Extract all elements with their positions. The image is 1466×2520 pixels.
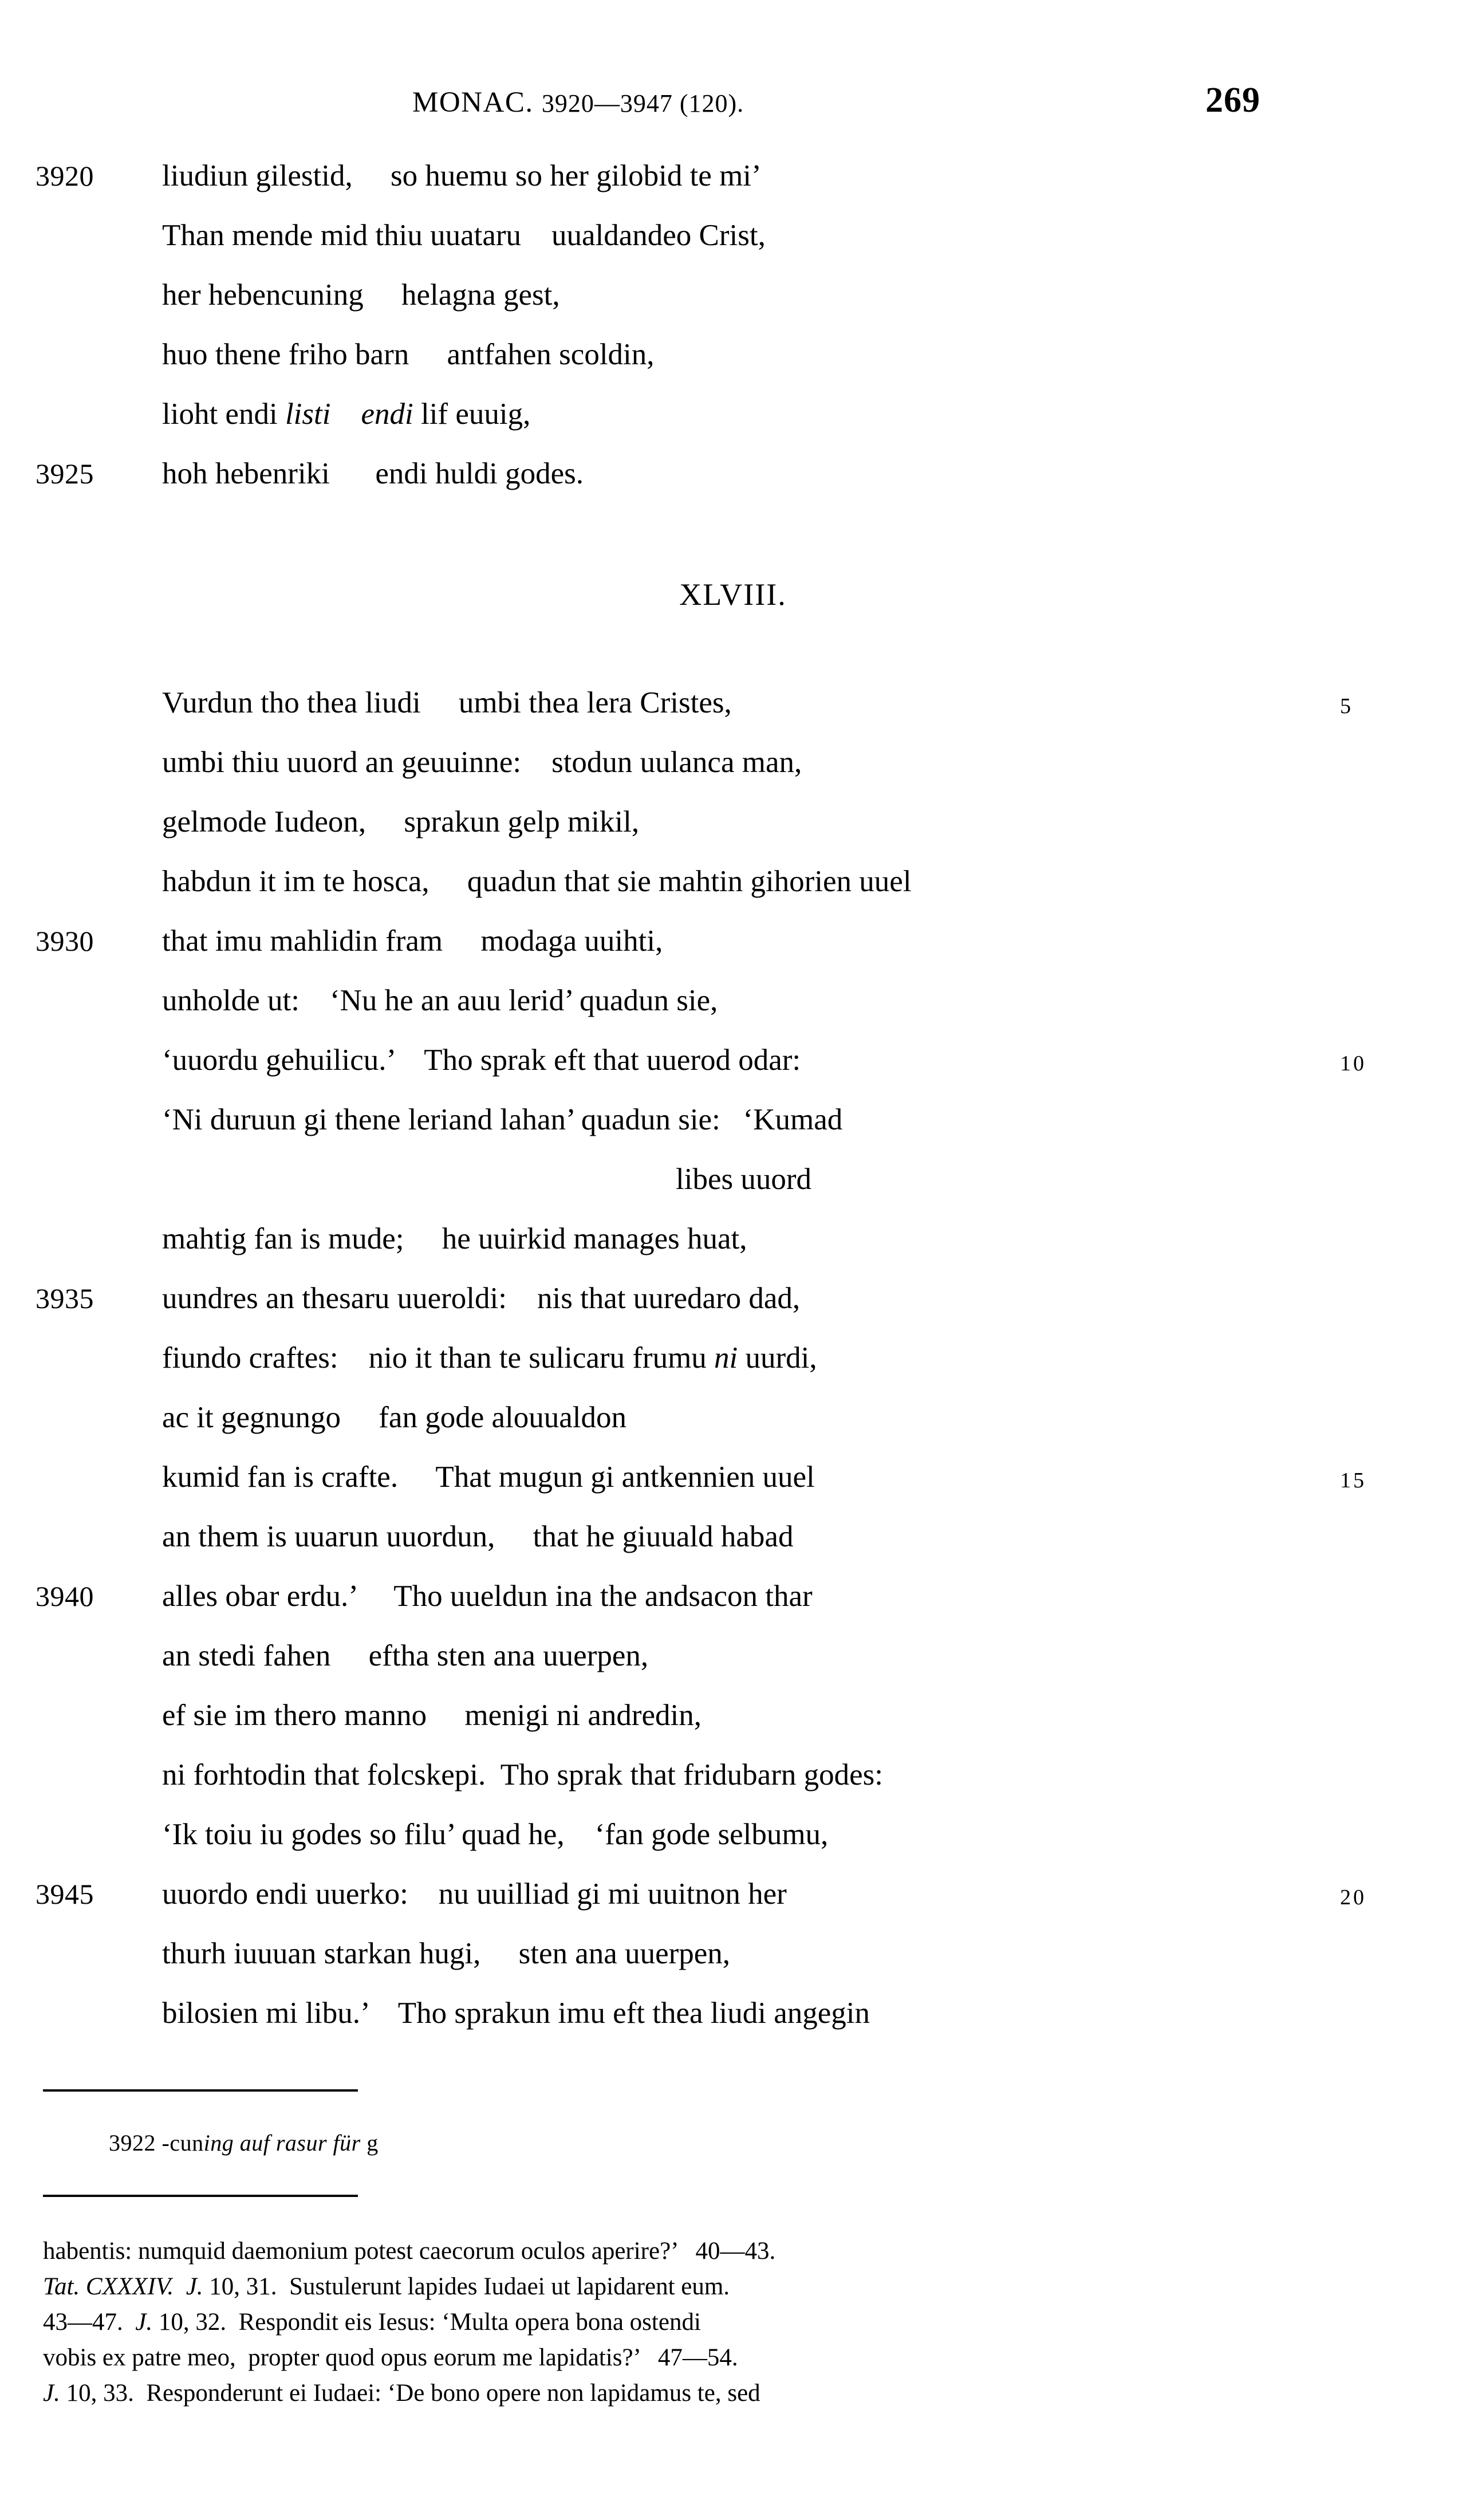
apparatus-line	[43, 2305, 1377, 2340]
apparatus-text: habentis: numquid daemonium potest caecorum oculos aperire?’ 40—43.	[43, 2238, 776, 2265]
verse-text: ac it gegnungo fan gode alouualdon	[162, 1401, 626, 1434]
apparatus-text: 10, 31. Sustulerunt lapides Iudaei ut lapidarent eum.	[203, 2273, 730, 2300]
verse-text: alles obar erdu.’ Tho uueldun ina the andsacon thar	[162, 1580, 813, 1613]
apparatus-block	[43, 2234, 1377, 2411]
verse-text: unholde ut: ‘Nu he an auu lerid’ quadun sie,	[162, 984, 718, 1017]
verse-block-first	[0, 146, 1466, 503]
footnote-line	[109, 2129, 379, 2156]
verse-line	[0, 1447, 1466, 1507]
apparatus-text	[174, 2273, 186, 2300]
verse-text: bilosien mi libu.’ Tho sprakun imu eft thea liudi angegin	[162, 1997, 870, 2030]
verse-line	[0, 1269, 1466, 1328]
verse-text: her hebencuning helagna gest,	[162, 278, 560, 312]
verse-text: thurh iuuuan starkan hugi, sten ana uuerpen,	[162, 1937, 731, 1970]
margin-line-number: 10	[1340, 1052, 1366, 1076]
verse-text: ‘Ni duruun gi thene leriand lahan’ quadun sie: ‘Kumad	[162, 1103, 843, 1136]
running-head-work: MONAC.	[412, 86, 534, 119]
verse-line	[0, 971, 1466, 1030]
verse-emphasis: ni	[714, 1341, 738, 1375]
verse-text: kumid fan is crafte. That mugun gi antkennien uuel	[162, 1460, 815, 1494]
verse-line	[0, 1566, 1466, 1626]
verse-text: habdun it im te hosca, quadun that sie mahtin gihorien uuel	[162, 865, 912, 898]
verse-line	[0, 444, 1466, 503]
running-head-title	[412, 86, 744, 119]
verse-text: Than mende mid thiu uuataru uualdandeo Crist,	[162, 219, 766, 252]
verse-text: hoh hebenriki endi huldi godes.	[162, 457, 584, 490]
verse-line	[0, 1388, 1466, 1447]
apparatus-text: 10, 32. Respondit eis Iesus: ‘Multa opera bona ostendi	[152, 2309, 701, 2336]
verse-text: Vurdun tho thea liudi umbi thea lera Cristes,	[162, 686, 732, 719]
verse-line	[0, 1209, 1466, 1269]
verse-line	[0, 852, 1466, 911]
verse-line	[0, 325, 1466, 384]
apparatus-citation: J.	[135, 2309, 153, 2336]
verse-text: mahtig fan is mude; he uuirkid manages huat,	[162, 1222, 747, 1255]
apparatus-line	[43, 2234, 1377, 2269]
verse-text: liudiun gilestid, so huemu so her gilobid te mi’	[162, 159, 762, 192]
verse-line	[0, 1745, 1466, 1805]
verse-text: an them is uuarun uuordun, that he giuuald habad	[162, 1520, 794, 1553]
verse-text: an stedi fahen eftha sten ana uuerpen,	[162, 1639, 649, 1672]
section-heading: XLVIII.	[679, 577, 787, 612]
footnote-note-tail: g	[366, 2130, 379, 2156]
verse-line-number: 3940	[36, 1580, 94, 1612]
verse-text: ‘Ik toiu iu godes so filu’ quad he, ‘fan gode selbumu,	[162, 1818, 829, 1851]
margin-line-number: 5	[1340, 694, 1353, 718]
verse-text: libes uuord	[676, 1163, 811, 1196]
apparatus-text: 43—47.	[43, 2309, 136, 2336]
verse-line	[0, 1864, 1466, 1924]
apparatus-line	[43, 2340, 1377, 2376]
verse-line-number: 3920	[36, 160, 94, 192]
verse-emphasis: endi	[361, 397, 413, 431]
verse-line	[0, 1805, 1466, 1864]
verse-text: uundres an thesaru uueroldi: nis that uuredaro dad,	[162, 1282, 801, 1315]
apparatus-line	[43, 2376, 1377, 2411]
verse-line	[0, 1090, 1466, 1149]
apparatus-citation: J.	[43, 2380, 60, 2407]
verse-text: fiundo craftes: nio it than te sulicaru frumu ni uurdi,	[162, 1341, 817, 1375]
verse-block-second	[0, 673, 1466, 2043]
verse-line-number: 3935	[36, 1282, 94, 1314]
apparatus-line	[43, 2269, 1377, 2305]
verse-line-number: 3925	[36, 458, 94, 490]
margin-line-number: 20	[1340, 1885, 1366, 1909]
verse-line	[0, 384, 1466, 444]
verse-text: that imu mahlidin fram modaga uuihti,	[162, 924, 663, 958]
footnote-lineref: 3922	[109, 2130, 156, 2156]
verse-line	[0, 1686, 1466, 1745]
verse-text: huo thene friho barn antfahen scoldin,	[162, 338, 655, 371]
running-head-range: 3920—3947 (120).	[541, 89, 744, 117]
verse-line	[0, 146, 1466, 206]
apparatus-text: 10, 33. Responderunt ei Iudaei: ‘De bono opere non lapidamus te, sed	[60, 2380, 760, 2407]
verse-line	[0, 792, 1466, 852]
apparatus-text: vobis ex patre meo, propter quod opus eorum me lapidatis?’ 47—54.	[43, 2344, 738, 2371]
verse-text: umbi thiu uuord an geuuinne: stodun uulanca man,	[162, 746, 802, 779]
apparatus-citation: Tat. CXXXIV.	[43, 2273, 174, 2300]
verse-line	[0, 1030, 1466, 1090]
verse-text: ni forhtodin that folcskepi. Tho sprak that fridubarn godes:	[162, 1758, 883, 1791]
verse-line	[0, 1983, 1466, 2043]
footnote-note: auf rasur für	[234, 2130, 367, 2156]
verse-line	[0, 673, 1466, 733]
verse-line	[0, 206, 1466, 265]
verse-line	[0, 1924, 1466, 1983]
verse-line-number: 3930	[36, 925, 94, 957]
verse-line	[0, 1328, 1466, 1388]
verse-text: uuordo endi uuerko: nu uuilliad gi mi uuitnon her	[162, 1877, 787, 1911]
verse-text: gelmode Iudeon, sprakun gelp mikil,	[162, 805, 640, 838]
verse-line	[0, 265, 1466, 325]
footnote-lemma: -cun	[156, 2130, 204, 2156]
verse-line-number: 3945	[36, 1878, 94, 1910]
verse-line	[0, 911, 1466, 971]
page-number: 269	[1205, 81, 1260, 120]
verse-line	[0, 1149, 1466, 1209]
verse-text: ef sie im thero manno menigi ni andredin,	[162, 1699, 702, 1732]
verse-text: ‘uuordu gehuilicu.’ Tho sprak eft that uuerod odar:	[162, 1044, 801, 1077]
apparatus-rule	[43, 2195, 358, 2197]
margin-line-number: 15	[1340, 1468, 1366, 1493]
verse-line	[0, 1626, 1466, 1686]
verse-emphasis: listi	[285, 397, 331, 431]
verse-line	[0, 1507, 1466, 1566]
verse-text: lioht endi listi endi lif euuig,	[162, 397, 531, 431]
running-head	[0, 81, 1466, 126]
footnote-rule-top	[43, 2089, 358, 2092]
verse-line	[0, 733, 1466, 792]
apparatus-citation: J.	[186, 2273, 203, 2300]
footnote-lemma-emphasis: ing	[203, 2130, 234, 2156]
